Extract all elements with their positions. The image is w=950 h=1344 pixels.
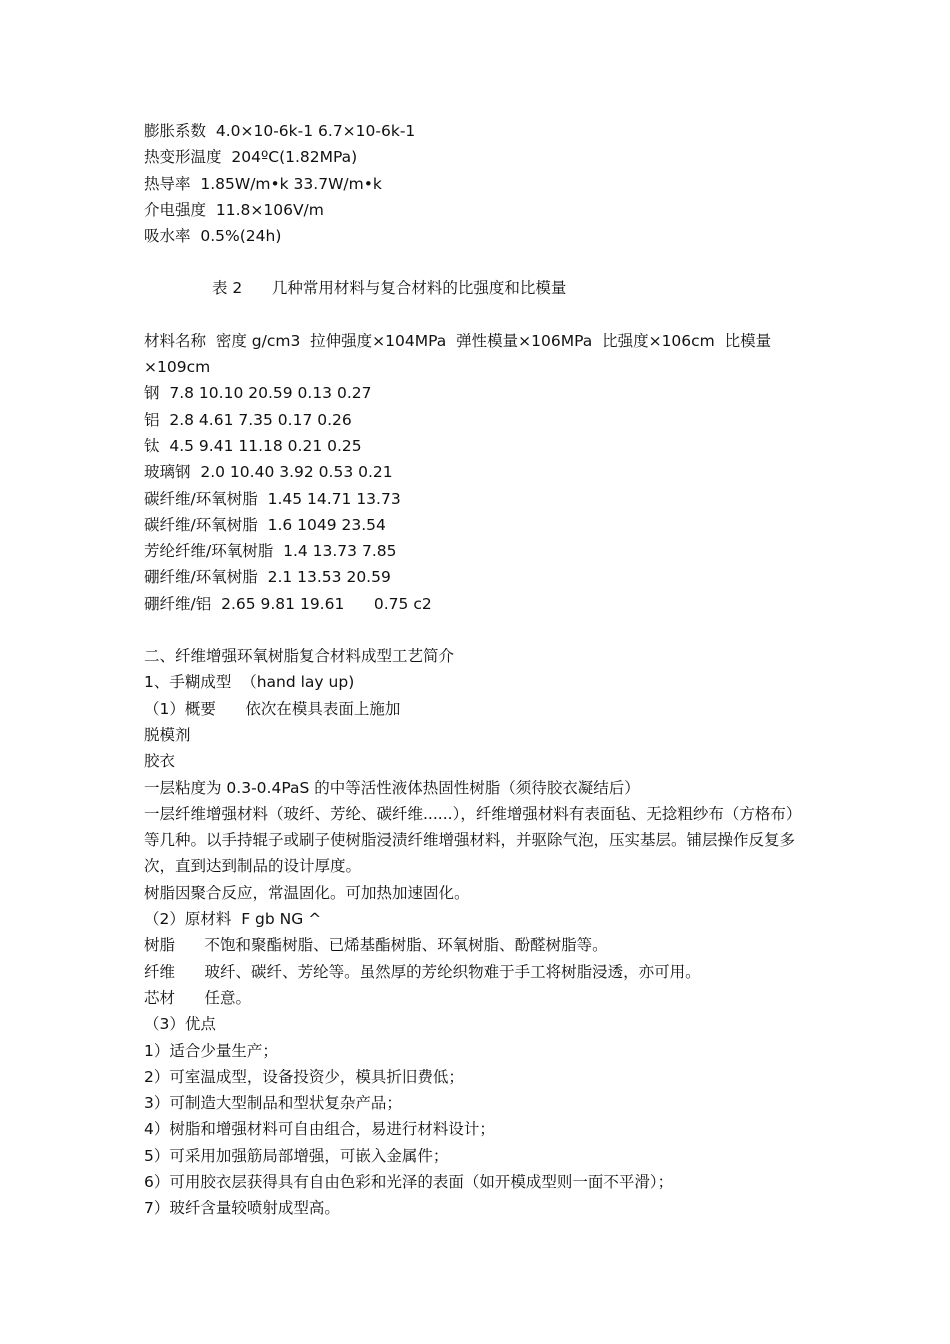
document-page [144, 118, 816, 1222]
property-line: 热导率 1.85W/m•k 33.7W/m•k [144, 174, 382, 193]
body-line: 一层粘度为 0.3-0.4PaS 的中等活性液体热固性树脂（须待胶衣凝结后） [144, 778, 640, 797]
table-row: 碳纤维/环氧树脂 1.6 1049 23.54 [144, 515, 386, 534]
body-line: （3）优点 [144, 1015, 216, 1034]
table-row: 芳纶纤维/环氧树脂 1.4 13.73 7.85 [144, 542, 397, 561]
table-header: 材料名称 密度 g/cm3 拉伸强度×104MPa 弹性模量×106MPa 比强度×106cm 比模量 [144, 331, 772, 350]
body-line: 树脂 不饱和聚酯树脂、已烯基酯树脂、环氧树脂、酚醛树脂等。 [144, 936, 608, 955]
table-row: 玻璃钢 2.0 10.40 3.92 0.53 0.21 [144, 463, 393, 482]
table-row: 铝 2.8 4.61 7.35 0.17 0.26 [144, 410, 352, 429]
list-item: 1）适合少量生产； [144, 1041, 278, 1060]
list-item: 7）玻纤含量较喷射成型高。 [144, 1199, 340, 1218]
body-line: 芯材 任意。 [144, 988, 252, 1007]
materials-table [144, 328, 816, 617]
property-line: 膨胀系数 4.0×10-6k-1 6.7×10-6k-1 [144, 122, 416, 140]
table-header-continued: ×109cm [144, 358, 211, 377]
body-paragraph: 一层纤维增强材料（玻纤、芳纶、碳纤维......），纤维增强材料有表面毡、无捻粗纱布（方格布）等几种。以手持辊子或刷子使树脂浸渍纤维增强材料，并驱除气泡，压实基层。铺层操作反复多次，直到达到制品的设计厚度。 [144, 804, 802, 876]
body-line: 胶衣 [144, 752, 176, 771]
list-item: 4）树脂和增强材料可自由组合，易进行材料设计； [144, 1120, 495, 1139]
table-caption: 表 2 几种常用材料与复合材料的比强度和比模量 [212, 279, 567, 298]
body-line: 脱模剂 [144, 725, 191, 744]
table-row: 硼纤维/铝 2.65 9.81 19.61 0.75 c2 [144, 594, 432, 613]
property-line: 介电强度 11.8×106V/m [144, 200, 324, 219]
property-line: 热变形温度 204ºC(1.82MPa) [144, 148, 358, 167]
body-line: （1）概要 依次在模具表面上施加 [144, 699, 401, 718]
table-row: 碳纤维/环氧树脂 1.45 14.71 13.73 [144, 489, 401, 508]
body-line: （2）原材料 F gb NG ^ [144, 910, 322, 929]
list-item: 2）可室温成型，设备投资少，模具折旧费低； [144, 1067, 464, 1086]
list-item: 6）可用胶衣层获得具有自由色彩和光泽的表面（如开模成型则一面不平滑）； [144, 1172, 674, 1191]
properties-list [144, 118, 816, 249]
property-line: 吸水率 0.5%(24h) [144, 227, 282, 246]
list-item: 3）可制造大型制品和型状复杂产品； [144, 1094, 402, 1113]
table-row: 钛 4.5 9.41 11.18 0.21 0.25 [144, 436, 362, 455]
list-item: 5）可采用加强筋局部增强，可嵌入金属件； [144, 1146, 449, 1165]
body-line: 纤维 玻纤、碳纤、芳纶等。虽然厚的芳纶织物难于手工将树脂浸透，亦可用。 [144, 962, 701, 981]
body-line: 树脂因聚合反应，常温固化。可加热加速固化。 [144, 883, 470, 902]
body-line: 1、手糊成型 （hand lay up) [144, 673, 355, 692]
table-row: 硼纤维/环氧树脂 2.1 13.53 20.59 [144, 568, 391, 587]
table-row: 钢 7.8 10.10 20.59 0.13 0.27 [144, 384, 372, 403]
section-title: 二、纤维增强环氧树脂复合材料成型工艺简介 [144, 647, 455, 666]
